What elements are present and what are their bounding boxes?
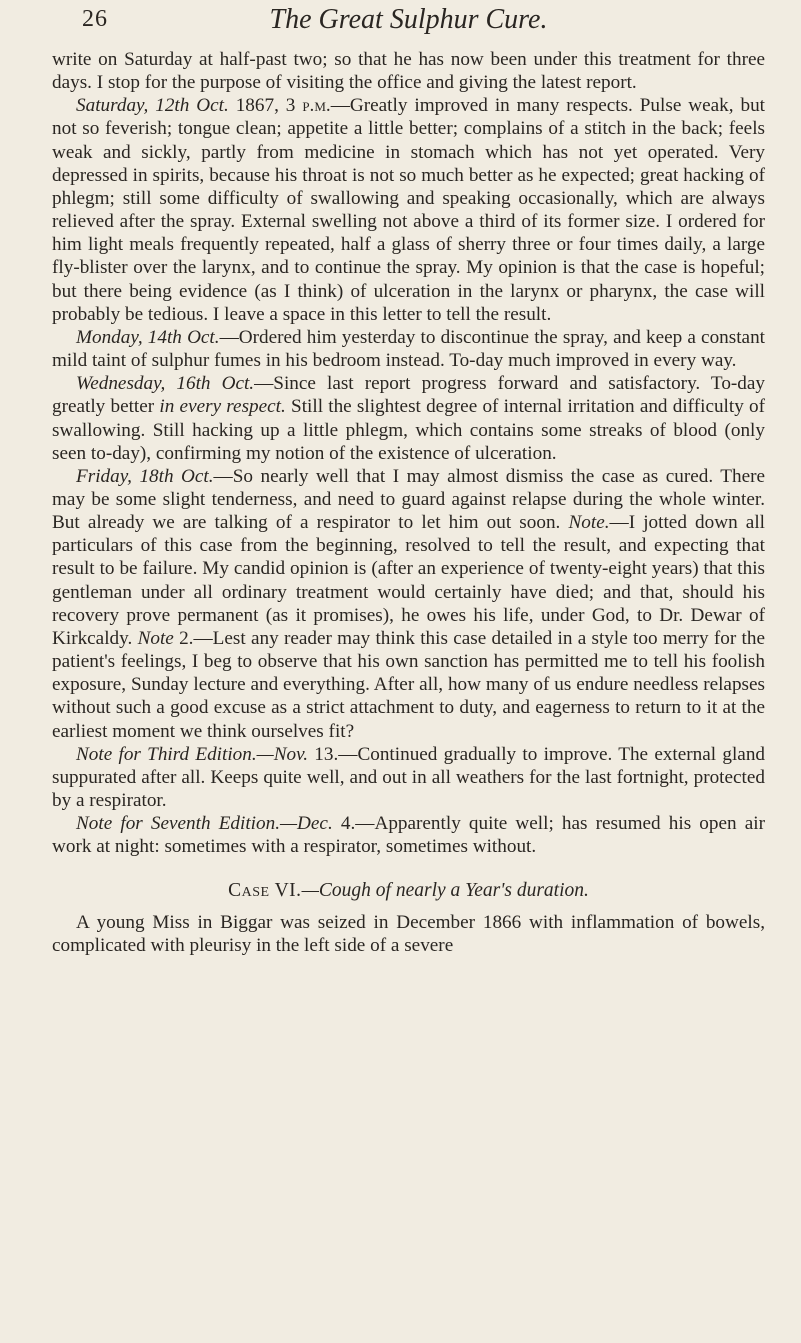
note-label: Note. xyxy=(568,512,610,534)
seventh-edition-date: —Dec. xyxy=(280,813,333,835)
case-title: —Cough of nearly a Year's duration. xyxy=(301,880,589,902)
monday-text: —Ordered him yesterday to discontinue the spray, and keep a constant mild taint of sulphur fumes in his bedroom instead. To-day much improved in every way. xyxy=(52,326,766,372)
note-2-label: Note xyxy=(137,627,174,649)
date-wednesday: Wednesday, 16th Oct. xyxy=(76,373,255,395)
running-title: The Great Sulphur Cure. xyxy=(269,4,548,35)
friday-text-c: 2.—Lest any reader may think this case detailed in a style too merry for the patient's feelings, I beg to observe that his own sanction has permitted me to tell his foolish exposure, Sunday lecture and everything. After all, how many of us endure needless relapses without such a good excuse as a strict attachment to duty, and eagerness to return to it at the earliest moment we think ourselves fit? xyxy=(52,627,765,742)
paragraph-friday xyxy=(52,465,765,743)
wednesday-text-a: —Since last report progress forward and satisfactory. To-day greatly better xyxy=(52,373,766,418)
pm-text: p.m. xyxy=(302,95,331,117)
paragraph-continuation: write on Saturday at half-past two; so that he has now been under this treatment for three days. I stop for the purpose of visiting the office and giving the latest report. xyxy=(52,49,765,94)
third-edition-date: —Nov. xyxy=(256,743,309,765)
friday-text-a: —So nearly well that I may almost dismiss the case as cured. There may be some slight tenderness, and need to guard against relapse during the whole winter. But already we are talking of a respirator to let him out soon. xyxy=(52,465,765,534)
wednesday-emphasis: in every respect. xyxy=(159,396,286,418)
paragraph-third-edition xyxy=(52,743,765,812)
case-label: Case VI. xyxy=(228,880,302,902)
saturday-text: —Greatly improved in many respects. Pulse weak, but not so feverish; tongue clean; appetite a little better; complains of a stitch in the back; feels weak and sickly, partly from medicine in stomach which has not yet operated. Very depressed in spirits, because his throat is not so much better as he expected; great hacking of phlegm; still some difficulty of swallowing and speaking occasionally, which are always relieved after the spray. External swelling not above a third of its former size. I ordered for him light meals frequently repeated, half a glass of sherry three or four times daily, a large fly-blister over the larynx, and to continue the spray. My opinion is that the case is hopeful; but there being evidence (as I think) of ulceration in the larynx or pharynx, the case will probably be tedious. I leave a space in this letter to tell the result. xyxy=(52,95,765,325)
date-monday: Monday, 14th Oct. xyxy=(76,326,220,348)
seventh-edition-label: Note for Seventh Edition. xyxy=(76,813,280,835)
date-saturday: Saturday, 12th Oct. xyxy=(76,95,229,117)
third-edition-text: 13.—Continued gradually to improve. The external gland suppurated after all. Keeps quite well, and out in all weathers for the last fortnight, protected by a respirator. xyxy=(52,743,766,811)
paragraph-wednesday xyxy=(52,372,765,465)
seventh-edition-text: 4.—Apparently quite well; has resumed his open air work at night: sometimes with a respirator, sometimes without. xyxy=(52,813,765,858)
page-header xyxy=(52,0,765,48)
time-text: 1867, 3 xyxy=(228,95,303,117)
date-friday: Friday, 18th Oct. xyxy=(76,465,214,487)
paragraph-saturday xyxy=(52,94,765,326)
third-edition-label: Note for Third Edition. xyxy=(76,743,257,765)
case-heading xyxy=(52,879,765,902)
paragraph-seventh-edition xyxy=(52,812,765,858)
friday-text-b: —I jotted down all particulars of this case from the beginning, resolved to tell the result, and expecting that result to be failure. My candid opinion is (after an experience of twenty-eight years) that this gentleman under all ordinary treatment would certainly have died; and that, should his recovery prove permanent (as it promises), he owes his life, under God, to Dr. Dewar of Kirkcaldy. xyxy=(52,512,765,649)
paragraph-case-vi: A young Miss in Biggar was seized in December 1866 with inflammation of bowels, complicated with pleurisy in the left side of a severe xyxy=(52,911,765,956)
paragraph-monday xyxy=(52,326,765,372)
wednesday-text-b: Still the slightest degree of internal irritation and difficulty of swallowing. Still hacking up a little phlegm, which contains some streaks of blood (only seen to-day), confirming my notion of the existence of ulceration. xyxy=(52,396,766,464)
body-text xyxy=(52,48,765,957)
page-number: 26 xyxy=(82,6,108,32)
